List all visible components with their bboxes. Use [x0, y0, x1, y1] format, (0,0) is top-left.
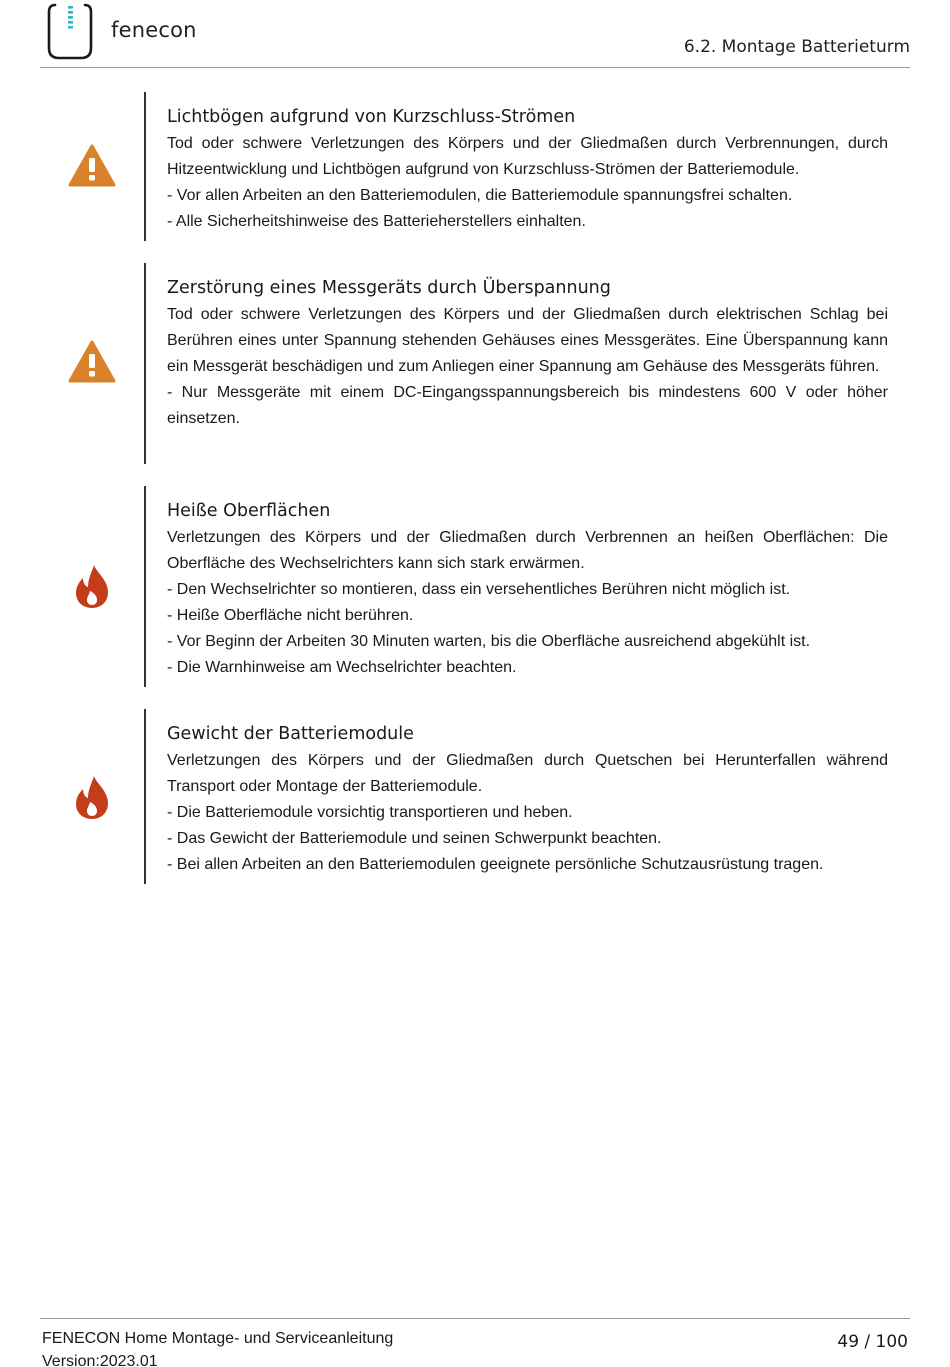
flame-icon	[68, 562, 116, 610]
footer-version: Version:2023.01	[42, 1353, 158, 1367]
page-number: 49 / 100	[837, 1332, 908, 1352]
notice-bar	[144, 92, 146, 241]
safety-notice	[0, 709, 950, 884]
warning-triangle-icon	[68, 142, 116, 190]
notice-bar	[144, 263, 146, 464]
notice-text: Verletzungen des Körpers und der Gliedmaßen durch Verbrennen an heißen Oberflächen: Die Oberfläche des Wechselrichters kann sich stark erwärmen.	[167, 529, 888, 572]
notice-text: Tod oder schwere Verletzungen des Körpers und der Gliedmaßen durch Verbrennungen, durch Hitzeentwicklung und Lichtbögen aufgrund von Kurzschluss-Strömen der Batteriemodule.	[167, 135, 888, 178]
notice-content	[167, 723, 888, 878]
notice-item: - Bei allen Arbeiten an den Batteriemodulen geeignete persönliche Schutzausrüstung tragen.	[167, 856, 824, 873]
safety-notice	[0, 263, 950, 464]
notice-item: - Die Warnhinweise am Wechselrichter beachten.	[167, 659, 517, 676]
notice-content	[167, 277, 888, 432]
notice-item: - Heiße Oberfläche nicht berühren.	[167, 607, 414, 624]
notice-title: Lichtbögen aufgrund von Kurzschluss-Strömen	[167, 107, 576, 127]
notice-bar	[144, 486, 146, 687]
notice-item: - Nur Messgeräte mit einem DC-Eingangsspannungsbereich bis mindestens 600 V oder höher einsetzen.	[167, 384, 888, 427]
notice-title: Gewicht der Batteriemodule	[167, 724, 414, 744]
notice-item: - Vor allen Arbeiten an den Batteriemodulen, die Batteriemodule spannungsfrei schalten.	[167, 187, 793, 204]
notice-title: Heiße Oberflächen	[167, 501, 331, 521]
notice-item: - Den Wechselrichter so montieren, dass ein versehentliches Berühren nicht möglich ist.	[167, 581, 791, 598]
notice-title: Zerstörung eines Messgeräts durch Überspannung	[167, 278, 611, 298]
notice-item: - Das Gewicht der Batteriemodule und seinen Schwerpunkt beachten.	[167, 830, 662, 847]
fenecon-logo-icon	[47, 2, 93, 60]
safety-notice	[0, 486, 950, 687]
section-title: 6.2. Montage Batterieturm	[683, 37, 910, 57]
brand-name: fenecon	[111, 18, 197, 42]
notice-item: - Die Batteriemodule vorsichtig transportieren und heben.	[167, 804, 573, 821]
footer-document-info	[42, 1327, 393, 1367]
notice-content	[167, 500, 888, 681]
flame-icon	[68, 773, 116, 821]
notice-bar	[144, 709, 146, 884]
page-footer	[40, 1318, 910, 1367]
warning-triangle-icon	[68, 338, 116, 386]
notice-content	[167, 106, 888, 235]
notice-item: - Vor Beginn der Arbeiten 30 Minuten warten, bis die Oberfläche ausreichend abgekühlt ist.	[167, 633, 811, 650]
notice-text: Verletzungen des Körpers und der Gliedmaßen durch Quetschen bei Herunterfallen während Transport oder Montage der Batteriemodule.	[167, 752, 888, 795]
notice-text: Tod oder schwere Verletzungen des Körpers und der Gliedmaßen durch elektrischen Schlag bei Berühren eines unter Spannung stehenden Gehäuses eines Messgerätes. Eine Überspannung kann ein Messgerät beschädigen und zum Anliegen einer Spannung am Gehäuse des Messgeräts führen.	[167, 306, 888, 375]
notice-item: - Alle Sicherheitshinweise des Batterieherstellers einhalten.	[167, 213, 586, 230]
page-header	[40, 0, 910, 68]
safety-notice	[0, 92, 950, 242]
footer-document-title: FENECON Home Montage- und Serviceanleitung	[42, 1330, 394, 1347]
